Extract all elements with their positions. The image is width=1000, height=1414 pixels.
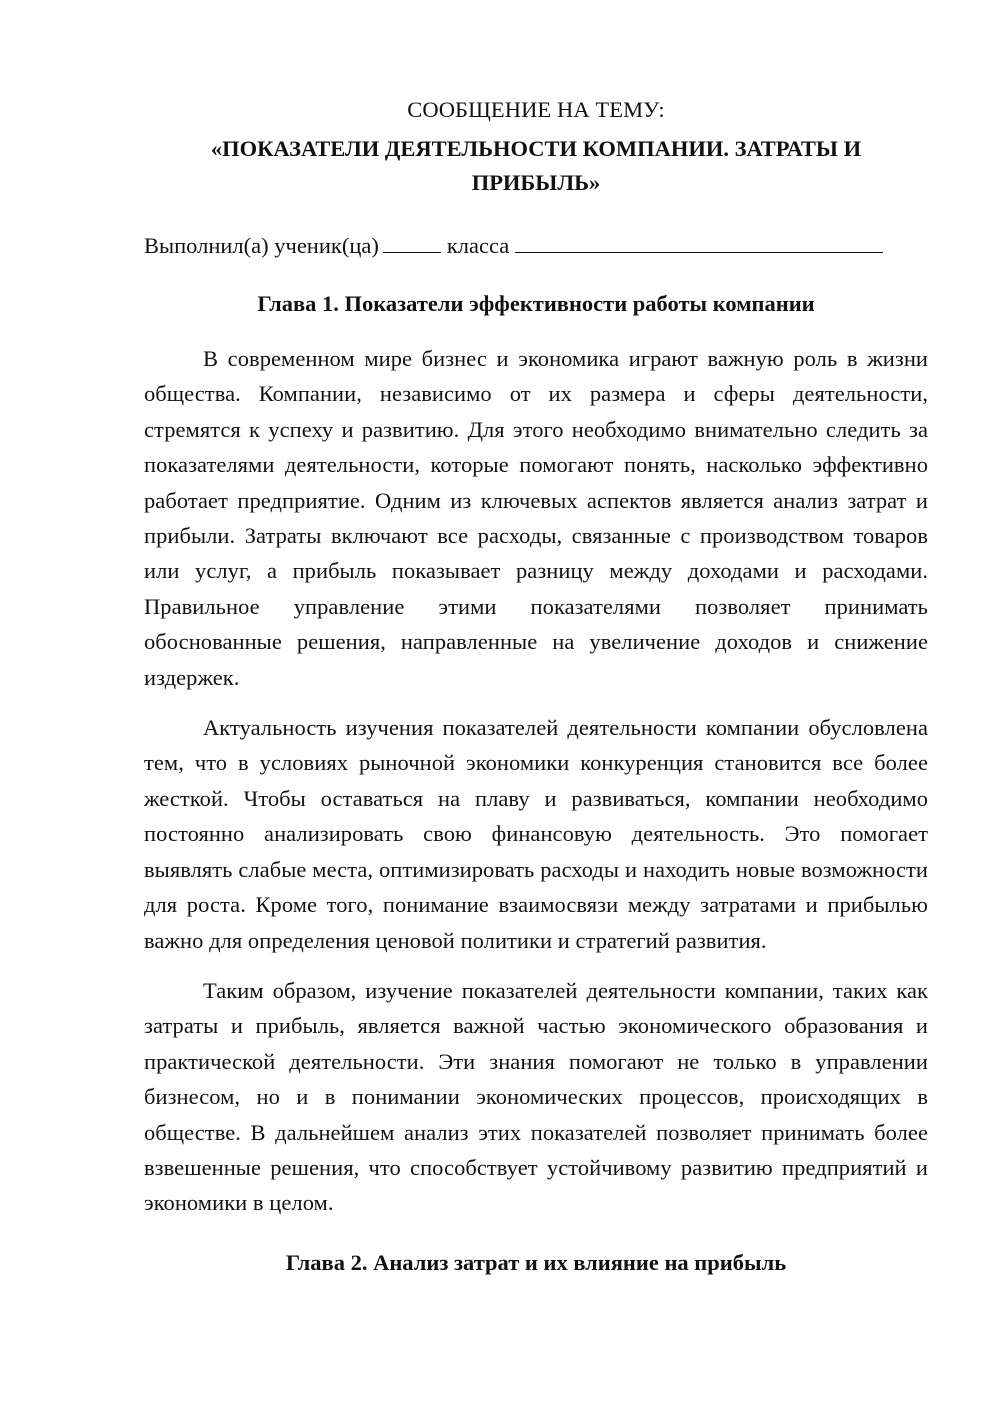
document-body [144, 92, 928, 1281]
chapter-1-paragraph: В современном мире бизнес и экономика играют важную роль в жизни общества. Компании, независимо от их размера и сферы деятельности, стремятся к успеху и развитию. Для этого необходимо внимательно следить за показателями деятельности, которые помогают понять, насколько эффективно работает предприятие. Одним из ключевых аспектов является анализ затрат и прибыли. Затраты включают все расходы, связанные с производством товаров или услуг, а прибыль показывает разницу между доходами и расходами. Правильное управление этими показателями позволяет принимать обоснованные решения, направленные на увеличение доходов и снижение издержек. [144, 346, 928, 690]
chapter-1-paragraph: Актуальность изучения показателей деятельности компании обусловлена тем, что в условиях рыночной экономики конкуренция становится все более жесткой. Чтобы оставаться на плаву и развиваться, компании необходимо постоянно анализировать свою финансовую деятельность. Это помогает выявлять слабые места, оптимизировать расходы и находить новые возможности для роста. Кроме того, понимание взаимосвязи между затратами и прибылью важно для определения ценовой политики и стратегий развития. [144, 715, 928, 953]
chapter-2-heading: Глава 2. Анализ затрат и их влияние на прибыль [285, 1249, 787, 1275]
author-line [144, 228, 928, 264]
class-number-blank [383, 248, 441, 253]
chapter-1-heading: Глава 1. Показатели эффективности работы компании [257, 291, 815, 316]
document-title: СООБЩЕНИЕ НА ТЕМУ: [407, 97, 665, 122]
class-label: класса [446, 233, 510, 258]
student-name-blank [515, 248, 883, 253]
author-prefix: Выполнил(а) ученик(ца) [144, 233, 379, 258]
document-topic: «ПОКАЗАТЕЛИ ДЕЯТЕЛЬНОСТИ КОМПАНИИ. ЗАТРАТЫ И ПРИБЫЛЬ» [210, 136, 862, 195]
chapter-1-paragraph: Таким образом, изучение показателей деятельности компании, таких как затраты и прибыль, является важной частью экономического образования и практической деятельности. Эти знания помогают не только в управлении бизнесом, но и в понимании экономических процессов, происходящих в обществе. В дальнейшем анализ этих показателей позволяет принимать более взвешенные решения, что способствует устойчивому развитию предприятий и экономики в целом. [144, 977, 928, 1216]
